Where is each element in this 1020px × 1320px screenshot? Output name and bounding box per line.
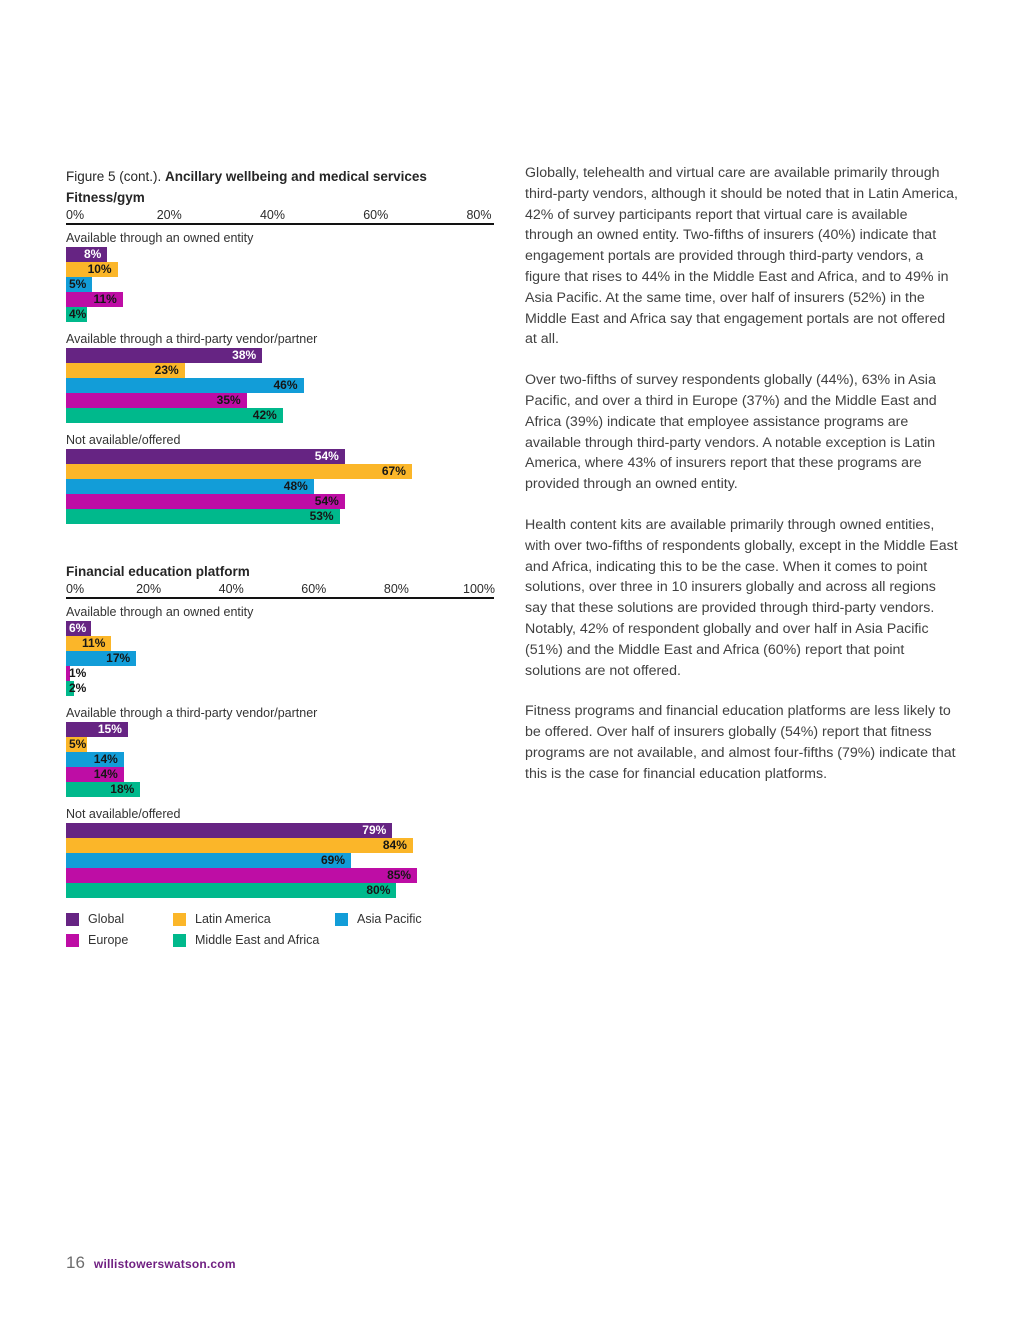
bar-rows (66, 449, 494, 524)
bar-middle-east-and-africa (66, 883, 396, 898)
bar-value-label: 14% (93, 767, 118, 781)
x-axis (66, 208, 494, 225)
bar-global (66, 348, 262, 363)
x-axis-tick: 0% (66, 208, 85, 222)
x-axis-tick: 100% (463, 582, 495, 596)
page-footer (66, 1253, 236, 1273)
bar-value-label: 80% (366, 883, 391, 897)
bar-latin-america (66, 838, 413, 853)
bar-value-label: 11% (93, 292, 117, 306)
legend-label: Europe (88, 933, 129, 947)
footer-site-url: willistowerswatson.com (93, 1257, 236, 1271)
legend-label: Asia Pacific (357, 912, 422, 926)
bar-chart-1 (66, 187, 494, 524)
bar-value-label: 8% (83, 247, 102, 261)
bar-value-label: 84% (382, 838, 407, 852)
bar-value-label: 38% (232, 348, 257, 362)
bar-chart-2 (66, 561, 494, 898)
x-axis-tick: 20% (156, 208, 182, 222)
bar-europe (66, 494, 345, 509)
bar-value-label: 54% (314, 449, 339, 463)
bar-asia-pacific (66, 378, 304, 393)
bar-group (66, 601, 494, 696)
bar-asia-pacific (66, 479, 314, 494)
bar-group (66, 227, 494, 322)
bar-group-label: Not available/offered (66, 807, 181, 821)
legend-swatch (66, 913, 79, 926)
bar-value-label: 23% (154, 363, 179, 377)
bar-value-label: 11% (82, 636, 106, 650)
bar-value-label: 6% (69, 621, 87, 635)
bar-group (66, 423, 494, 524)
bar-group (66, 696, 494, 797)
x-axis-tick: 0% (66, 582, 85, 596)
bar-value-label: 85% (387, 868, 412, 882)
bar-europe (66, 393, 247, 408)
chart-title: Financial education platform (66, 564, 250, 579)
x-axis-tick: 80% (466, 208, 492, 222)
body-copy-column (525, 163, 959, 805)
bar-value-label: 14% (93, 752, 118, 766)
body-paragraph-4: Fitness programs and financial education platforms are less likely to be offered. Over half of insurers globally (54%) report that fitness programs are not available, and almost four-fifths (79%) indicate that this is the case for financial education platforms. (525, 703, 956, 782)
bar-value-label: 53% (309, 509, 334, 523)
bar-group-label: Available through an owned entity (66, 605, 254, 619)
legend-label: Global (88, 912, 125, 926)
bar-group-label: Available through an owned entity (66, 231, 254, 245)
bar-middle-east-and-africa (66, 307, 87, 322)
bar-value-label: 5% (69, 277, 87, 291)
legend-swatch (173, 913, 186, 926)
legend-swatch (335, 913, 348, 926)
legend-swatch (66, 934, 79, 947)
bar-latin-america (66, 262, 118, 277)
bar-global (66, 247, 107, 262)
bar-asia-pacific (66, 752, 124, 767)
bar-value-label: 18% (110, 782, 135, 796)
bar-europe (66, 292, 123, 307)
bar-rows (66, 348, 494, 423)
bar-asia-pacific (66, 651, 136, 666)
legend-item-latin-america (173, 912, 271, 926)
legend-item-global (66, 912, 124, 926)
figure-label: Figure 5 (cont.). (66, 169, 166, 184)
bar-europe (66, 868, 417, 883)
bar-value-label: 10% (87, 262, 112, 276)
bar-rows (66, 722, 494, 797)
bar-value-label: 2% (69, 681, 87, 695)
bar-group (66, 322, 494, 423)
bar-latin-america (66, 737, 87, 752)
x-axis-tick: 40% (259, 208, 286, 222)
bar-group (66, 797, 494, 898)
x-axis-tick: 80% (383, 582, 409, 596)
legend-item-europe (66, 933, 128, 947)
bar-group-label: Available through a third-party vendor/partner (66, 332, 318, 346)
bar-global (66, 823, 392, 838)
figure-caption (66, 166, 494, 187)
x-axis-tick: 60% (363, 208, 389, 222)
bar-middle-east-and-africa (66, 408, 283, 423)
x-axis-tick: 20% (136, 582, 162, 596)
legend-item-middle-east-and-africa (173, 933, 319, 947)
charts-area (66, 187, 494, 898)
bar-value-label: 42% (252, 408, 277, 422)
x-axis-tick: 60% (301, 582, 327, 596)
bar-latin-america (66, 464, 412, 479)
chart-legend (66, 912, 494, 956)
bar-latin-america (66, 363, 185, 378)
bar-value-label: 48% (283, 479, 308, 493)
bar-value-label: 5% (69, 737, 87, 751)
bar-europe (66, 666, 87, 681)
bar-value-label: 69% (320, 853, 345, 867)
body-paragraph-2: Over two-fifths of survey respondents globally (44%), 63% in Asia Pacific, and over a third in Europe (37%) and the Middle East and Africa (39%) indicate that employee assistance programs are available through third-party vendors. A notable exception is Latin America, where 43% of insurers report that these programs are provided through an owned entity. (525, 372, 937, 493)
chart-title: Fitness/gym (66, 190, 145, 205)
bar-latin-america (66, 636, 111, 651)
page-number: 16 (66, 1253, 85, 1272)
bar-value-label: 67% (381, 464, 406, 478)
bar-europe (66, 767, 124, 782)
bar-value-label: 54% (314, 494, 339, 508)
figure-title: Ancillary wellbeing and medical services (165, 169, 427, 184)
legend-item-asia-pacific (335, 912, 422, 926)
bar-rows (66, 621, 494, 696)
body-paragraph-1: Globally, telehealth and virtual care are available primarily through third-party vendors, although it should be noted that in Latin America, 42% of survey participants report that virtual care is available through an owned entity. Two-fifths of insurers (40%) indicate that engagement portals are provided through third-party vendors, a figure that rises to 44% in the Middle East and Africa, and to 49% in Asia Pacific. At the same time, over half of insurers (52%) in the Middle East and Africa say that engagement portals are not offered at all. (525, 165, 958, 348)
bar-group-label: Available through a third-party vendor/partner (66, 706, 318, 720)
bar-rows (66, 823, 494, 898)
figure-column (66, 166, 494, 956)
legend-label: Middle East and Africa (195, 933, 320, 947)
body-paragraph-3: Health content kits are available primarily through owned entities, with over two-fifths of respondents globally, except in the Middle East and Africa, indicating this to be the case. When it comes to point solutions, over three in 10 insurers globally and across all regions say that these solutions are provided through third-party vendors. Notably, 42% of respondent globally and over half in Asia Pacific (51%) and the Middle East and Africa (60%) report that point solutions are not offered. (525, 516, 958, 679)
x-axis-tick: 40% (218, 582, 244, 596)
bar-value-label: 46% (273, 378, 298, 392)
bar-value-label: 15% (97, 722, 122, 736)
bar-value-label: 4% (69, 307, 87, 321)
bar-middle-east-and-africa (66, 509, 340, 524)
bar-middle-east-and-africa (66, 782, 140, 797)
bar-global (66, 621, 91, 636)
bar-global (66, 722, 128, 737)
legend-swatch (173, 934, 186, 947)
bar-global (66, 449, 345, 464)
legend-label: Latin America (195, 912, 271, 926)
bar-value-label: 1% (69, 666, 87, 680)
bar-value-label: 17% (106, 651, 131, 665)
bar-value-label: 35% (216, 393, 241, 407)
bar-group-label: Not available/offered (66, 433, 181, 447)
bar-asia-pacific (66, 853, 351, 868)
bar-rows (66, 247, 494, 322)
x-axis (66, 582, 494, 599)
bar-asia-pacific (66, 277, 92, 292)
bar-value-label: 79% (362, 823, 387, 837)
bar-middle-east-and-africa (66, 681, 87, 696)
